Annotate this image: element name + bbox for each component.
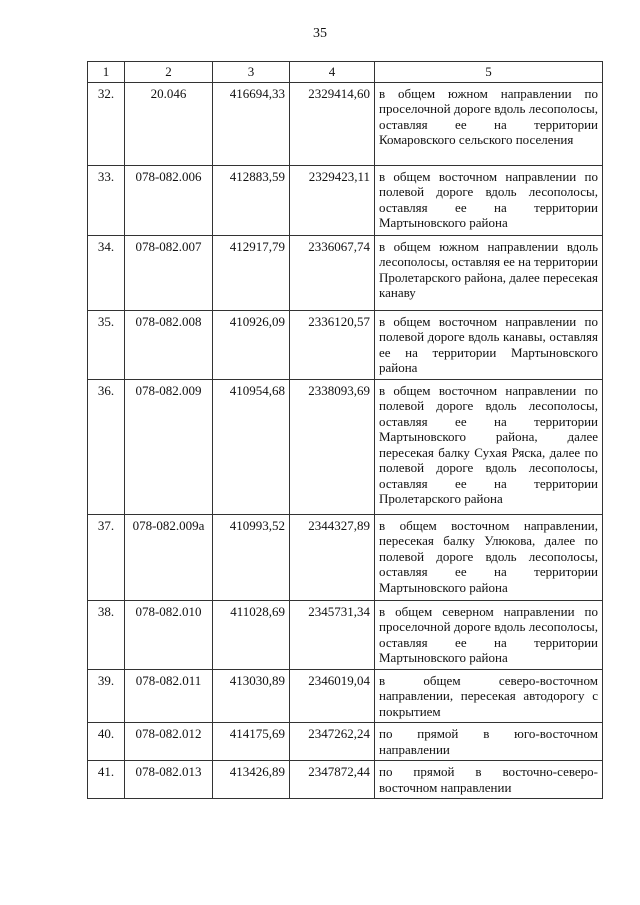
coordinate-y: 2329423,11	[290, 165, 375, 235]
row-number: 32.	[88, 82, 125, 165]
coordinate-y: 2338093,69	[290, 379, 375, 514]
row-number: 36.	[88, 379, 125, 514]
coordinate-y: 2329414,60	[290, 82, 375, 165]
point-code: 078-082.009	[125, 379, 213, 514]
coordinate-y: 2345731,34	[290, 600, 375, 669]
coordinate-x: 410993,52	[213, 514, 290, 600]
table-row	[88, 669, 603, 723]
boundary-description: в общем южном направлении вдоль лесополосы, оставляя ее на территории Пролетарского района, далее пересекая канаву	[375, 235, 603, 310]
boundary-description: по прямой в юго-восточном направлении	[375, 723, 603, 761]
page-number: 35	[313, 26, 327, 41]
table-row	[88, 379, 603, 514]
header-col-3: 3	[213, 62, 290, 83]
boundary-description: в общем северном направлении по проселочной дороге вдоль лесополосы, оставляя ее на территории Мартыновского района	[375, 600, 603, 669]
coordinate-y: 2346019,04	[290, 669, 375, 723]
row-number: 35.	[88, 310, 125, 379]
coordinate-x: 416694,33	[213, 82, 290, 165]
table-row	[88, 310, 603, 379]
coordinate-y: 2344327,89	[290, 514, 375, 600]
coordinate-x: 414175,69	[213, 723, 290, 761]
boundary-description: в общем восточном направлении, пересекая балку Улюкова, далее по полевой дороге вдоль лесополосы, оставляя ее на территории Мартыновского района	[375, 514, 603, 600]
row-number: 33.	[88, 165, 125, 235]
point-code: 078-082.007	[125, 235, 213, 310]
boundary-description: в общем южном направлении по проселочной дороге вдоль лесополосы, оставляя ее на территории Комаровского сельского поселения	[375, 82, 603, 165]
point-code: 078-082.010	[125, 600, 213, 669]
point-code: 078-082.011	[125, 669, 213, 723]
coordinate-x: 410954,68	[213, 379, 290, 514]
point-code: 078-082.013	[125, 761, 213, 799]
table-row	[88, 514, 603, 600]
coordinate-x: 410926,09	[213, 310, 290, 379]
table-row	[88, 600, 603, 669]
table-row	[88, 82, 603, 165]
coordinate-x: 412917,79	[213, 235, 290, 310]
point-code: 078-082.006	[125, 165, 213, 235]
boundary-description: в общем восточном направлении по полевой дороге вдоль лесополосы, оставляя ее на территории Мартыновского района	[375, 165, 603, 235]
row-number: 38.	[88, 600, 125, 669]
coordinate-x: 412883,59	[213, 165, 290, 235]
header-col-4: 4	[290, 62, 375, 83]
row-number: 39.	[88, 669, 125, 723]
coordinate-y: 2347262,24	[290, 723, 375, 761]
boundary-description: в общем восточном направлении по полевой дороге вдоль канавы, оставляя ее на территории Мартыновского района	[375, 310, 603, 379]
table-row	[88, 235, 603, 310]
coordinate-y: 2347872,44	[290, 761, 375, 799]
table-row	[88, 723, 603, 761]
boundary-points-table	[87, 61, 603, 799]
table-row	[88, 761, 603, 799]
table-row	[88, 165, 603, 235]
point-code: 20.046	[125, 82, 213, 165]
coordinate-y: 2336120,57	[290, 310, 375, 379]
point-code: 078-082.012	[125, 723, 213, 761]
row-number: 37.	[88, 514, 125, 600]
header-col-1: 1	[88, 62, 125, 83]
coordinate-y: 2336067,74	[290, 235, 375, 310]
boundary-description: по прямой в восточно-северо-восточном направлении	[375, 761, 603, 799]
coordinate-x: 411028,69	[213, 600, 290, 669]
point-code: 078-082.009а	[125, 514, 213, 600]
row-number: 34.	[88, 235, 125, 310]
coordinate-x: 413426,89	[213, 761, 290, 799]
row-number: 40.	[88, 723, 125, 761]
header-col-2: 2	[125, 62, 213, 83]
table-header-row	[88, 62, 603, 83]
point-code: 078-082.008	[125, 310, 213, 379]
row-number: 41.	[88, 761, 125, 799]
boundary-description: в общем северо-восточном направлении, пересекая автодорогу с покрытием	[375, 669, 603, 723]
header-col-5: 5	[375, 62, 603, 83]
boundary-description: в общем восточном направлении по полевой дороге вдоль лесополосы, оставляя ее на территории Мартыновского района, далее пересекая балку Сухая Ряска, далее по полевой дороге вдоль лесополосы, оставляя ее на территории Пролетарского района	[375, 379, 603, 514]
coordinate-x: 413030,89	[213, 669, 290, 723]
